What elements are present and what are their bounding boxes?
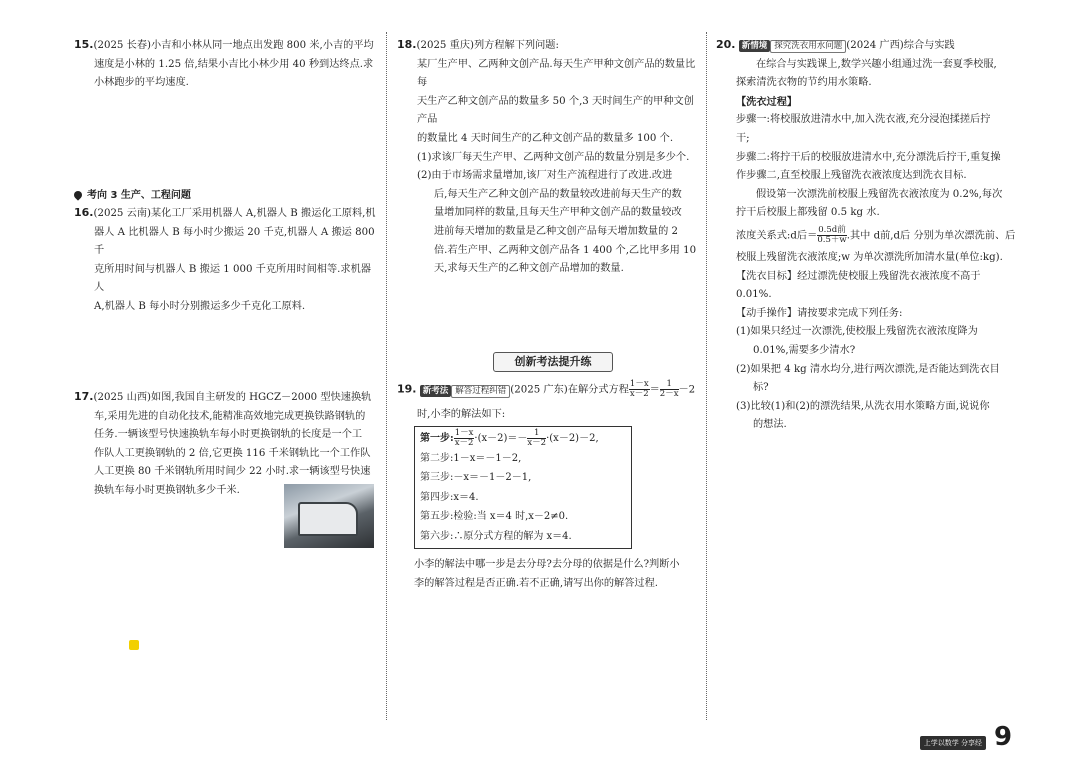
- question-text: 任务.一辆该型号快速换轨车每小时更换钢轨的长度是一个工: [94, 429, 363, 441]
- topic-tag: 解答过程纠错: [451, 385, 510, 398]
- question-text: 李的解答过程是否正确.若不正确,请写出你的解答过程.: [414, 577, 659, 589]
- sub-question: 0.01%,需要多少清水?: [753, 345, 856, 356]
- step-4: 第四步:x＝4.: [420, 491, 479, 503]
- numerator: 1: [527, 429, 546, 439]
- fraction: [817, 226, 846, 245]
- question-text: 假设第一次漂洗前校服上残留洗衣液浓度为 0.2%,每次: [756, 188, 1003, 200]
- question-text: 步骤一:将校服放进清水中,加入洗衣液,充分浸泡揉搓后拧: [736, 114, 991, 126]
- sub-question: (2)由于市场需求量增加,该厂对生产流程进行了改进.改进: [417, 170, 673, 182]
- sub-question: (2)如果把 4 kg 清水均分,进行两次漂洗,是否能达到洗衣目: [736, 363, 1000, 375]
- location-pin-icon: [72, 189, 83, 200]
- question-19-ask: [414, 556, 704, 593]
- sub-question: 天,求每天生产的乙种文创产品增加的数量.: [434, 263, 624, 275]
- question-number: 17.: [74, 390, 94, 403]
- denominator: x－2: [454, 438, 474, 448]
- question-text: (2025 重庆)列方程解下列问题:: [416, 40, 559, 51]
- question-text: 时,小李的解法如下:: [417, 408, 506, 420]
- question-text: 作队人工更换钢轨的 2 倍,它更换 116 千米钢轨比一个工作队: [94, 447, 371, 459]
- denominator: 0.5＋w: [817, 234, 847, 245]
- step-5: 第五步:检验:当 x＝4 时,x－2≠0.: [420, 511, 569, 522]
- question-text: (2025 广东)在解分式方程: [510, 384, 629, 396]
- formula-text: 浓度关系式:d后＝: [736, 230, 818, 242]
- rail-vehicle-photo: [284, 484, 374, 548]
- sub-question: (3)比较(1)和(2)的漂洗结果,从洗衣用水策略方面,说说你: [736, 400, 990, 412]
- question-number: 15.: [74, 38, 94, 51]
- denominator: 2－x: [659, 389, 679, 399]
- brand-badge: [920, 736, 986, 761]
- step-1: [420, 429, 626, 449]
- question-text: (2024 广西)综合与实践: [846, 40, 955, 51]
- question-text: (2025 长春)小吉和小林从同一地点出发跑 800 米,小吉的平均: [93, 40, 374, 51]
- question-text: 速度是小林的 1.25 倍,结果小吉比小林少用 40 秒到达终点.求: [94, 58, 374, 70]
- section-banner: [493, 352, 613, 372]
- sub-question: 进前每天增加的数量是乙种文创产品每天增加数量的 2: [434, 225, 679, 237]
- brand-badge-text: 上学以数学 分享经验 数学: [923, 739, 982, 761]
- fraction: [527, 429, 546, 448]
- question-20: [716, 36, 1014, 435]
- numerator: 1－x: [629, 379, 649, 389]
- banner-label: 创新考法提升练: [514, 355, 592, 368]
- question-number: 20.: [716, 38, 736, 51]
- numerator: 1－x: [454, 428, 474, 438]
- numerator: 1: [660, 380, 679, 390]
- question-15: [74, 36, 376, 93]
- question-text: 器人 A 比机器人 B 每小时少搬运 20 千克,机器人 A 搬运 800 千: [94, 226, 375, 257]
- fraction: [454, 429, 475, 448]
- question-text: 步骤二:将拧干后的校服放进清水中,充分漂洗后拧干,重复操: [736, 151, 1001, 163]
- question-text: 克所用时间与机器人 B 搬运 1 000 千克所用时间相等.求机器人: [94, 263, 371, 294]
- question-text: 【洗衣目标】经过漂洗使校服上残留洗衣液浓度不高于 0.01%.: [736, 270, 981, 301]
- question-number: 18.: [397, 38, 417, 51]
- step-2: 第二步:1－x＝－1－2,: [420, 452, 522, 464]
- question-number: 19.: [397, 382, 417, 396]
- question-text: 干;: [736, 132, 750, 144]
- question-text: 小林跑步的平均速度.: [94, 77, 189, 89]
- new-method-tag: 新考法: [420, 385, 452, 397]
- step-6: 第六步:∴原分式方程的解为 x＝4.: [420, 530, 572, 542]
- column-divider: [386, 32, 387, 720]
- topic-tag: 探究洗衣用水问题: [770, 40, 846, 53]
- numerator: 0.5d前: [818, 224, 846, 235]
- formula-text: .其中 d前,d后 分别为单次漂洗前、后: [846, 230, 1016, 242]
- question-text: A,机器人 B 每小时分别搬运多少千克化工原料.: [94, 300, 306, 312]
- question-text: 换轨车每小时更换钢轨多少千米.: [94, 484, 240, 496]
- step-label: 第一步:: [420, 433, 454, 444]
- question-16: [74, 204, 376, 317]
- sub-question: 后,每天生产乙种文创产品的数量较改进前每天生产的数: [434, 188, 682, 200]
- question-text: 的数量比 4 天时间生产的乙种文创产品的数量多 100 个.: [417, 132, 674, 144]
- question-text: 车,采用先进的自动化技术,能精准高效地完成更换铁路钢轨的: [94, 410, 366, 422]
- question-text: 人工更换 80 千米钢轨所用时间少 22 小时.求一辆该型号快速: [94, 466, 371, 478]
- question-text: 拧干后校服上都残留 0.5 kg 水.: [736, 207, 880, 219]
- sub-question: 的想法.: [753, 419, 787, 431]
- question-text: 在综合与实践课上,数学兴趣小组通过洗一套夏季校服,: [756, 58, 997, 70]
- section-heading: [74, 186, 191, 201]
- formula-line: [716, 226, 1014, 246]
- fraction: [629, 380, 650, 399]
- new-context-tag: 新情境: [739, 40, 771, 52]
- sub-question: 标?: [753, 382, 769, 394]
- question-text: 作步骤二,直至校服上残留洗衣液浓度达到洗衣目标.: [736, 170, 967, 182]
- step-3: 第三步:－x＝－1－2－1,: [420, 472, 532, 483]
- question-text: 校服上残留洗衣液浓度;w 为单次漂洗所加清水量(单位:kg).: [736, 252, 1003, 264]
- question-18: [397, 36, 699, 279]
- question-text: 探索清洗衣物的节约用水策略.: [736, 77, 872, 89]
- denominator: x－2: [629, 389, 649, 399]
- equation-tail: －2: [678, 384, 696, 396]
- question-number: 16.: [74, 206, 94, 219]
- question-19: 19. 新考法 解答过程纠错 (2025 广东)在解分式方程 $\frac{1-x}{x-2}$ ＝ $\frac{1}{2-x}$ －2 时,小李的解法如下:: [397, 380, 699, 424]
- solution-steps-box: [414, 426, 632, 549]
- question-text: (2025 山西)如图,我国自主研发的 HGCZ－2000 型快速换轨: [93, 392, 372, 403]
- sub-question: (1)如果只经过一次漂洗,使校服上残留洗衣液浓度降为: [736, 326, 978, 338]
- subheading: 【动手操作】请按要求完成下列任务:: [736, 307, 903, 319]
- denominator: x－2: [527, 438, 547, 448]
- step-text: ·(x－2)＝－: [474, 433, 528, 444]
- question-text: (2025 云南)某化工厂采用机器人 A,机器人 B 搬运化工原料,机: [93, 208, 376, 219]
- step-text: ·(x－2)－2,: [546, 433, 599, 444]
- page-number: 9: [994, 722, 1013, 752]
- column-divider: [706, 32, 707, 720]
- subheading: 【洗衣过程】: [736, 95, 798, 108]
- section-label: 考向 3 生产、工程问题: [87, 190, 191, 201]
- question-text: 小李的解法中哪一步是去分母?去分母的依据是什么?判断小: [414, 559, 680, 570]
- sub-question: 倍.若生产甲、乙两种文创产品各 1 400 个,乙比甲多用 10: [434, 244, 697, 256]
- note-icon: [129, 640, 139, 650]
- sub-question: 量增加同样的数量,且每天生产甲种文创产品的数量较改: [434, 207, 682, 219]
- sub-question: (1)求该厂每天生产甲、乙两种文创产品的数量分别是多少个.: [417, 151, 690, 163]
- fraction: [660, 380, 679, 399]
- question-text: 天生产乙种文创产品的数量多 50 个,3 天时间生产的甲种文创产品: [417, 95, 694, 126]
- question-text: 某厂生产甲、乙两种文创产品.每天生产甲种文创产品的数量比每: [417, 58, 696, 89]
